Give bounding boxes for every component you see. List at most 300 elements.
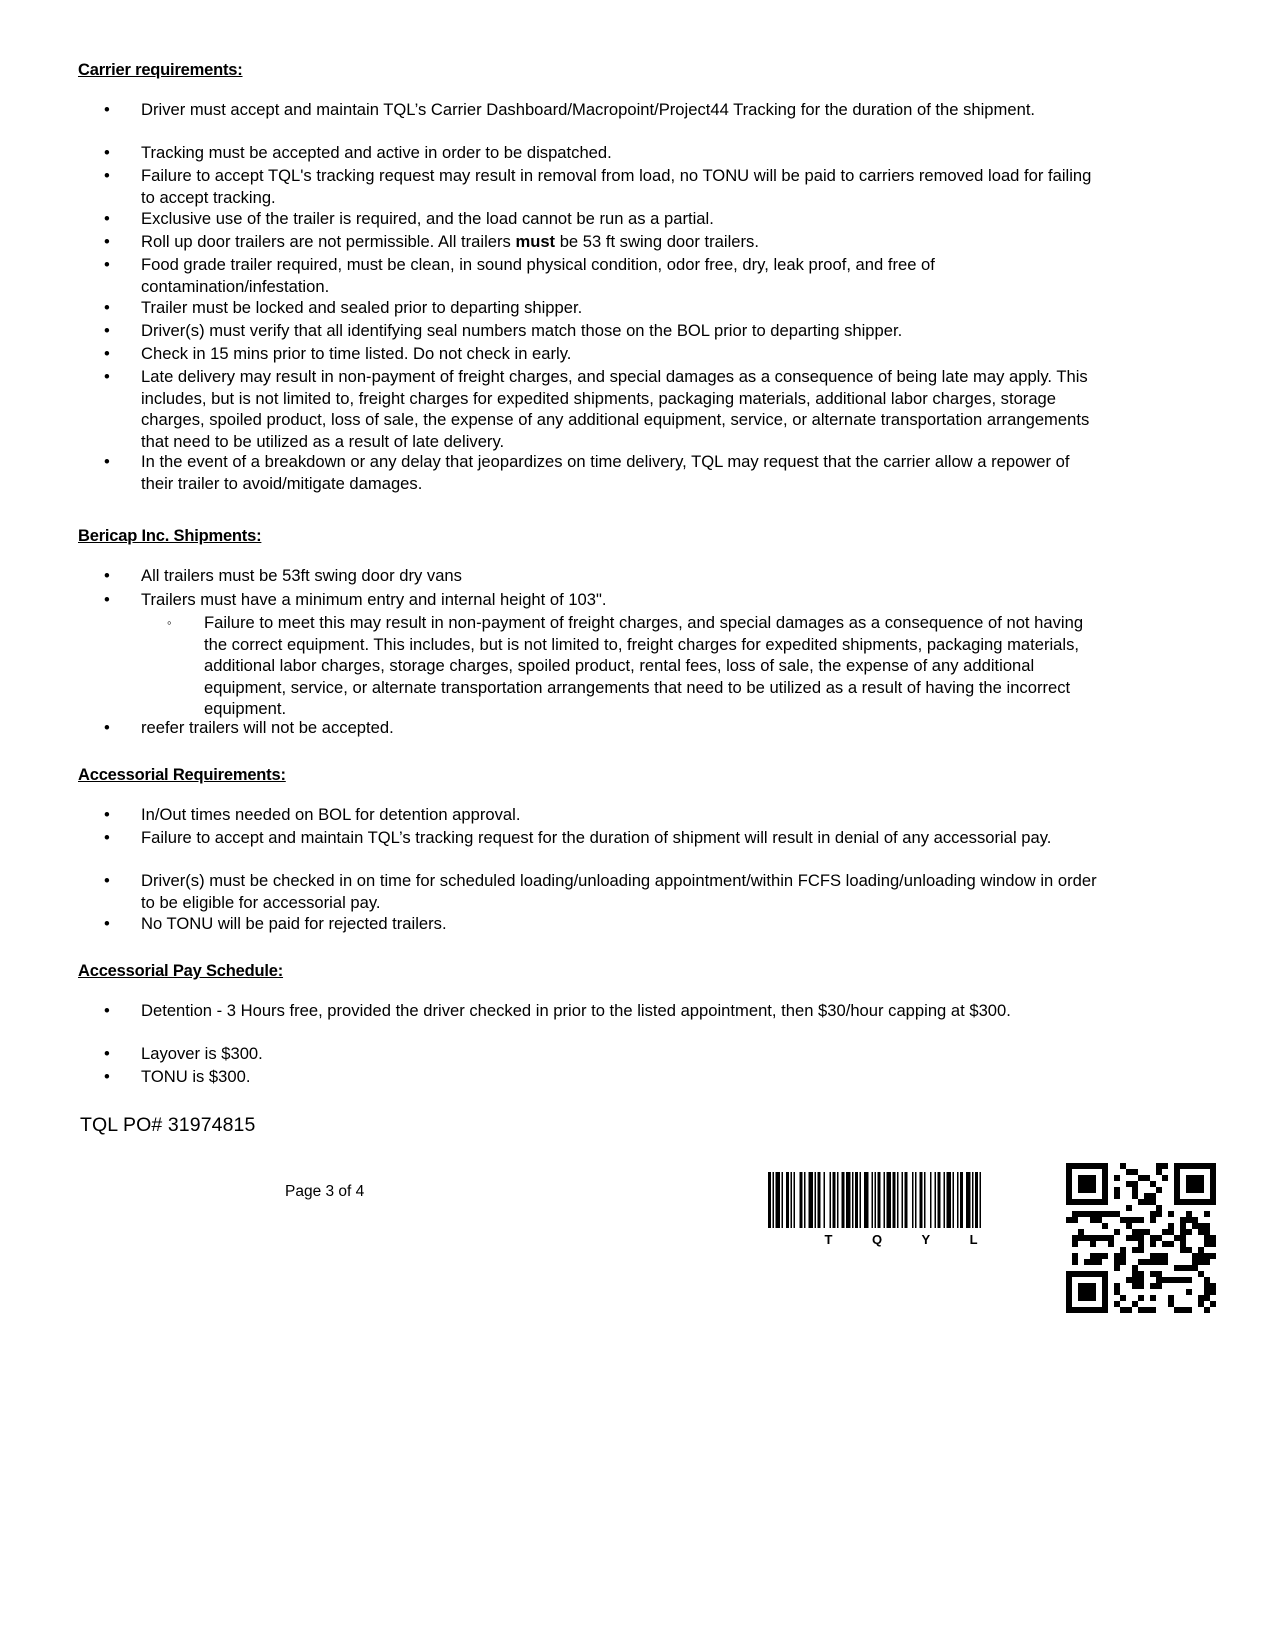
barcode-bar [944, 1172, 946, 1228]
qr-module [1066, 1301, 1072, 1307]
qr-module [1096, 1253, 1102, 1259]
qr-module [1186, 1307, 1192, 1313]
qr-module [1066, 1289, 1072, 1295]
qr-module [1120, 1295, 1126, 1301]
barcode-bar [818, 1172, 821, 1228]
qr-module [1174, 1193, 1180, 1199]
qr-module [1072, 1271, 1078, 1277]
qr-module [1084, 1211, 1090, 1217]
section-heading: Carrier requirements: [78, 61, 243, 79]
qr-module [1168, 1211, 1174, 1217]
barcode-bar [794, 1172, 796, 1228]
qr-module [1114, 1265, 1120, 1271]
qr-module [1102, 1169, 1108, 1175]
qr-module [1126, 1205, 1132, 1211]
qr-module [1198, 1229, 1204, 1235]
qr-module [1084, 1235, 1090, 1241]
qr-module [1066, 1271, 1072, 1277]
qr-module [1072, 1163, 1078, 1169]
qr-module [1198, 1301, 1204, 1307]
qr-module [1198, 1187, 1204, 1193]
barcode-bar [957, 1172, 959, 1228]
qr-module [1144, 1259, 1150, 1265]
qr-module [1186, 1247, 1192, 1253]
item-text: Check in 15 mins prior to time listed. Do not check in early. [141, 344, 572, 363]
bullet-icon: • [104, 718, 110, 737]
qr-module [1150, 1295, 1156, 1301]
barcode-bar [972, 1172, 974, 1228]
qr-module [1126, 1235, 1132, 1241]
qr-module [1102, 1253, 1108, 1259]
qr-module [1114, 1283, 1120, 1289]
qr-module [1210, 1163, 1216, 1169]
qr-module [1084, 1163, 1090, 1169]
barcode-bar [902, 1172, 904, 1228]
qr-module [1186, 1199, 1192, 1205]
qr-module [1090, 1211, 1096, 1217]
barcode-bar [924, 1172, 926, 1228]
qr-module [1186, 1229, 1192, 1235]
barcode-bar [860, 1172, 862, 1228]
bullet-icon: • [104, 1001, 110, 1020]
item-text: Driver must accept and maintain TQL’s Carrier Dashboard/Macropoint/Project44 Tracking for the duration of the shipment. [141, 100, 1036, 119]
qr-module [1114, 1187, 1120, 1193]
qr-module [1150, 1271, 1156, 1277]
qr-module [1156, 1277, 1162, 1283]
qr-module [1156, 1205, 1162, 1211]
qr-module [1210, 1181, 1216, 1187]
qr-module [1150, 1235, 1156, 1241]
item-text: Driver(s) must verify that all identifying seal numbers match those on the BOL prior to departing shipper. [141, 321, 903, 340]
item-text: Tracking must be accepted and active in order to be dispatched. [141, 143, 612, 162]
qr-module [1102, 1199, 1108, 1205]
qr-module [1192, 1175, 1198, 1181]
qr-module [1096, 1199, 1102, 1205]
qr-module [1102, 1289, 1108, 1295]
qr-module [1198, 1223, 1204, 1229]
barcode-bar [782, 1172, 784, 1228]
qr-module [1174, 1175, 1180, 1181]
item-text: Exclusive use of the trailer is required, and the load cannot be run as a partial. [141, 209, 714, 228]
qr-module [1114, 1175, 1120, 1181]
barcode-bar [875, 1172, 877, 1228]
qr-module [1078, 1295, 1084, 1301]
qr-module [1150, 1217, 1156, 1223]
bullet-icon: • [104, 367, 110, 386]
qr-module [1186, 1211, 1192, 1217]
qr-module [1150, 1259, 1156, 1265]
qr-module [1204, 1241, 1210, 1247]
qr-module [1138, 1229, 1144, 1235]
qr-module [1186, 1163, 1192, 1169]
qr-module [1204, 1235, 1210, 1241]
barcode-bar [905, 1172, 908, 1228]
qr-module [1120, 1253, 1126, 1259]
qr-module [1210, 1301, 1216, 1307]
qr-module [1096, 1235, 1102, 1241]
qr-module [1138, 1241, 1144, 1247]
qr-module [1186, 1265, 1192, 1271]
qr-module [1072, 1199, 1078, 1205]
bullet-icon: • [104, 805, 110, 824]
qr-module [1180, 1247, 1186, 1253]
item-text [141, 231, 1101, 253]
barcode-bar [842, 1172, 845, 1228]
qr-module [1192, 1223, 1198, 1229]
barcode-bar [887, 1172, 892, 1228]
qr-module [1096, 1271, 1102, 1277]
qr-module [1126, 1223, 1132, 1229]
qr-module [1180, 1223, 1186, 1229]
qr-module [1072, 1253, 1078, 1259]
item-text: Failure to accept and maintain TQL’s tracking request for the duration of shipment will result in denial of any accessorial pay. [141, 828, 1052, 847]
qr-module [1078, 1229, 1084, 1235]
qr-module [1204, 1211, 1210, 1217]
qr-module [1138, 1277, 1144, 1283]
qr-module [1138, 1295, 1144, 1301]
qr-module [1078, 1181, 1084, 1187]
qr-module [1114, 1259, 1120, 1265]
qr-module [1078, 1175, 1084, 1181]
qr-module [1132, 1277, 1138, 1283]
qr-module [1210, 1283, 1216, 1289]
qr-module [1174, 1235, 1180, 1241]
qr-module [1114, 1301, 1120, 1307]
qr-module [1120, 1247, 1126, 1253]
qr-module [1204, 1253, 1210, 1259]
barcode-bar [935, 1172, 937, 1228]
qr-module [1204, 1163, 1210, 1169]
qr-module [1192, 1217, 1198, 1223]
barcode-bar [897, 1172, 899, 1228]
qr-module [1090, 1175, 1096, 1181]
qr-module [1210, 1253, 1216, 1259]
bullet-icon: • [104, 871, 110, 890]
qr-module [1186, 1175, 1192, 1181]
qr-module [1138, 1283, 1144, 1289]
section-heading: Bericap Inc. Shipments: [78, 527, 262, 545]
qr-module [1078, 1211, 1084, 1217]
qr-module [1132, 1271, 1138, 1277]
qr-module [1072, 1307, 1078, 1313]
qr-module [1156, 1283, 1162, 1289]
bullet-icon: • [104, 1044, 110, 1063]
qr-module [1102, 1187, 1108, 1193]
qr-module [1066, 1217, 1072, 1223]
qr-module [1090, 1253, 1096, 1259]
bullet-icon: • [104, 566, 110, 585]
qr-module [1156, 1235, 1162, 1241]
qr-module [1072, 1211, 1078, 1217]
barcode-bar [824, 1172, 826, 1228]
qr-module [1084, 1187, 1090, 1193]
qr-module [1204, 1229, 1210, 1235]
barcode-icon [768, 1172, 1053, 1252]
bullet-icon: • [104, 828, 110, 847]
qr-module [1090, 1259, 1096, 1265]
qr-module [1192, 1259, 1198, 1265]
qr-module [1096, 1217, 1102, 1223]
qr-module [1084, 1259, 1090, 1265]
qr-module [1174, 1169, 1180, 1175]
qr-module [1210, 1289, 1216, 1295]
qr-module [1102, 1163, 1108, 1169]
qr-module [1180, 1241, 1186, 1247]
qr-module [1090, 1217, 1096, 1223]
qr-module [1186, 1187, 1192, 1193]
qr-module [1066, 1187, 1072, 1193]
item-text: reefer trailers will not be accepted. [141, 718, 394, 737]
qr-module [1090, 1295, 1096, 1301]
qr-module [1138, 1235, 1144, 1241]
qr-module [1132, 1217, 1138, 1223]
bullet-icon: • [104, 321, 110, 340]
qr-module [1192, 1181, 1198, 1187]
barcode-bar [864, 1172, 869, 1228]
qr-module [1168, 1301, 1174, 1307]
qr-module [1144, 1193, 1150, 1199]
item-text: Detention - 3 Hours free, provided the driver checked in prior to the listed appointment, then $30/hour capping at $300. [141, 1001, 1011, 1020]
qr-module [1102, 1283, 1108, 1289]
qr-module [1132, 1301, 1138, 1307]
barcode-bar [773, 1172, 775, 1228]
item-text: Driver(s) must be checked in on time for scheduled loading/unloading appointment/within FCFS loading/unloading window in order to be eligible for accessorial pay. [141, 871, 1097, 912]
qr-module [1132, 1229, 1138, 1235]
qr-module [1144, 1307, 1150, 1313]
qr-module [1102, 1211, 1108, 1217]
qr-module [1132, 1235, 1138, 1241]
item-text-emphasis: must [515, 232, 556, 251]
page-number: Page 3 of 4 [285, 1183, 365, 1200]
barcode-bar [960, 1172, 963, 1228]
qr-module [1084, 1295, 1090, 1301]
qr-module [1084, 1199, 1090, 1205]
qr-module [1198, 1175, 1204, 1181]
qr-module [1210, 1193, 1216, 1199]
qr-module [1168, 1223, 1174, 1229]
barcode-bar [975, 1172, 978, 1228]
bullet-icon: • [104, 298, 110, 317]
barcode-bar [953, 1172, 955, 1228]
qr-module [1102, 1307, 1108, 1313]
barcode-bar [786, 1172, 789, 1228]
item-text: Layover is $300. [141, 1044, 263, 1063]
barcode-bar [930, 1172, 932, 1228]
qr-module [1162, 1253, 1168, 1259]
item-text: Trailer must be locked and sealed prior to departing shipper. [141, 298, 583, 317]
qr-module [1132, 1181, 1138, 1187]
qr-module [1156, 1259, 1162, 1265]
qr-module [1150, 1199, 1156, 1205]
qr-module [1120, 1259, 1126, 1265]
barcode-bar [980, 1172, 982, 1228]
bullet-icon: • [104, 590, 110, 609]
qr-module [1198, 1163, 1204, 1169]
qr-module [1102, 1271, 1108, 1277]
qr-module [1072, 1259, 1078, 1265]
qr-module [1126, 1307, 1132, 1313]
barcode-bar [852, 1172, 854, 1228]
item-text: Failure to meet this may result in non-payment of freight charges, and special damages as a consequence of not having the correct equipment. This includes, but is not limited to, freight charges for expedited shipments, packaging materials, additional labor charges, storage charges, spoiled product, rental fees, loss of sale, the expense of any additional equipment, service, or alternate transportation arrangements that need to be utilized as a result of having the incorrect equipment. [204, 613, 1084, 718]
qr-module [1096, 1307, 1102, 1313]
qr-module [1096, 1259, 1102, 1265]
item-text-start: Roll up door trailers are not permissible. All trailers [141, 232, 516, 251]
barcode-bar [920, 1172, 923, 1228]
qr-module [1138, 1247, 1144, 1253]
qr-module [1198, 1259, 1204, 1265]
qr-module [1174, 1265, 1180, 1271]
qr-module [1090, 1307, 1096, 1313]
barcode-bar [804, 1172, 806, 1228]
qr-module [1072, 1235, 1078, 1241]
qr-module [1090, 1289, 1096, 1295]
qr-module [1066, 1283, 1072, 1289]
item-text: Late delivery may result in non-payment of freight charges, and special damages as a consequence of being late may apply. This includes, but is not limited to, freight charges for expedited shipments, packaging materials, additional labor charges, storage charges, spoiled product, loss of sale, the expense of any additional equipment, service, or alternate transportation arrangements that need to be utilized as a result of late delivery. [141, 367, 1090, 451]
qr-module [1156, 1211, 1162, 1217]
qr-module [1144, 1175, 1150, 1181]
sub-bullet-icon: ◦ [167, 615, 172, 630]
qr-module [1162, 1241, 1168, 1247]
po-number: TQL PO# 31974815 [80, 1114, 256, 1136]
qr-module [1132, 1265, 1138, 1271]
item-text: No TONU will be paid for rejected trailers. [141, 914, 447, 933]
barcode-bar [878, 1172, 881, 1228]
qr-module [1066, 1169, 1072, 1175]
qr-module [1102, 1301, 1108, 1307]
qr-module [1066, 1199, 1072, 1205]
qr-module [1090, 1235, 1096, 1241]
barcode-bar [837, 1172, 839, 1228]
barcode-bar [791, 1172, 793, 1228]
qr-module [1204, 1289, 1210, 1295]
qr-module [1108, 1211, 1114, 1217]
qr-module [1102, 1223, 1108, 1229]
barcode-bar [800, 1172, 803, 1228]
qr-module [1108, 1241, 1114, 1247]
qr-module [1204, 1199, 1210, 1205]
qr-module [1198, 1295, 1204, 1301]
qr-module [1078, 1283, 1084, 1289]
qr-module [1072, 1217, 1078, 1223]
qr-module [1180, 1163, 1186, 1169]
qr-module [1102, 1181, 1108, 1187]
item-text: In the event of a breakdown or any delay that jeopardizes on time delivery, TQL may request that the carrier allow a repower of their trailer to avoid/mitigate damages. [141, 452, 1070, 493]
qr-module [1114, 1229, 1120, 1235]
bullet-icon: • [104, 255, 110, 274]
barcode-bar [833, 1172, 836, 1228]
qr-module [1156, 1187, 1162, 1193]
qr-module [1120, 1307, 1126, 1313]
qr-module [1192, 1265, 1198, 1271]
qr-module [1156, 1163, 1162, 1169]
qr-module [1180, 1265, 1186, 1271]
qr-module [1186, 1289, 1192, 1295]
barcode-bar [768, 1172, 771, 1228]
qr-module [1162, 1175, 1168, 1181]
qr-module [1162, 1259, 1168, 1265]
qr-module [1084, 1271, 1090, 1277]
qr-module [1204, 1223, 1210, 1229]
qr-module [1114, 1289, 1120, 1295]
qr-module [1102, 1193, 1108, 1199]
barcode-bar [872, 1172, 874, 1228]
qr-module [1132, 1283, 1138, 1289]
qr-module [1132, 1187, 1138, 1193]
qr-module [1090, 1181, 1096, 1187]
qr-module [1162, 1277, 1168, 1283]
qr-module [1078, 1199, 1084, 1205]
qr-code-icon [1066, 1163, 1216, 1313]
qr-module [1192, 1199, 1198, 1205]
qr-module [1150, 1211, 1156, 1217]
qr-module [1204, 1259, 1210, 1265]
item-text: TONU is $300. [141, 1067, 251, 1086]
qr-module [1150, 1241, 1156, 1247]
qr-module [1066, 1175, 1072, 1181]
qr-module [1156, 1169, 1162, 1175]
qr-module [1132, 1247, 1138, 1253]
qr-module [1138, 1199, 1144, 1205]
qr-module [1138, 1307, 1144, 1313]
barcode-bar [966, 1172, 971, 1228]
qr-module [1168, 1241, 1174, 1247]
qr-module [1162, 1229, 1168, 1235]
qr-module [1198, 1199, 1204, 1205]
qr-module [1108, 1235, 1114, 1241]
qr-module [1126, 1181, 1132, 1187]
qr-module [1132, 1169, 1138, 1175]
qr-module [1078, 1187, 1084, 1193]
qr-module [1180, 1277, 1186, 1283]
qr-module [1180, 1229, 1186, 1235]
qr-module [1084, 1289, 1090, 1295]
qr-module [1114, 1253, 1120, 1259]
qr-module [1126, 1277, 1132, 1283]
qr-module [1102, 1295, 1108, 1301]
qr-module [1132, 1193, 1138, 1199]
qr-module [1198, 1253, 1204, 1259]
qr-module [1210, 1235, 1216, 1241]
qr-module [1204, 1277, 1210, 1283]
qr-module [1078, 1271, 1084, 1277]
qr-module [1090, 1241, 1096, 1247]
item-text: Trailers must have a minimum entry and internal height of 103". [141, 590, 607, 609]
qr-module [1198, 1247, 1204, 1253]
section-heading: Accessorial Pay Schedule: [78, 962, 284, 980]
qr-module [1162, 1163, 1168, 1169]
bullet-icon: • [104, 232, 110, 251]
qr-module [1210, 1169, 1216, 1175]
item-text: In/Out times needed on BOL for detention approval. [141, 805, 521, 824]
qr-module [1114, 1211, 1120, 1217]
qr-module [1192, 1163, 1198, 1169]
qr-module [1186, 1277, 1192, 1283]
qr-module [1126, 1169, 1132, 1175]
qr-module [1168, 1277, 1174, 1283]
qr-module [1192, 1187, 1198, 1193]
qr-module [1210, 1187, 1216, 1193]
qr-module [1186, 1217, 1192, 1223]
qr-module [1174, 1277, 1180, 1283]
barcode-bar [947, 1172, 952, 1228]
qr-module [1144, 1199, 1150, 1205]
qr-module [1150, 1307, 1156, 1313]
qr-module [1120, 1217, 1126, 1223]
qr-module [1126, 1217, 1132, 1223]
qr-module [1180, 1235, 1186, 1241]
qr-module [1150, 1253, 1156, 1259]
qr-module [1084, 1175, 1090, 1181]
